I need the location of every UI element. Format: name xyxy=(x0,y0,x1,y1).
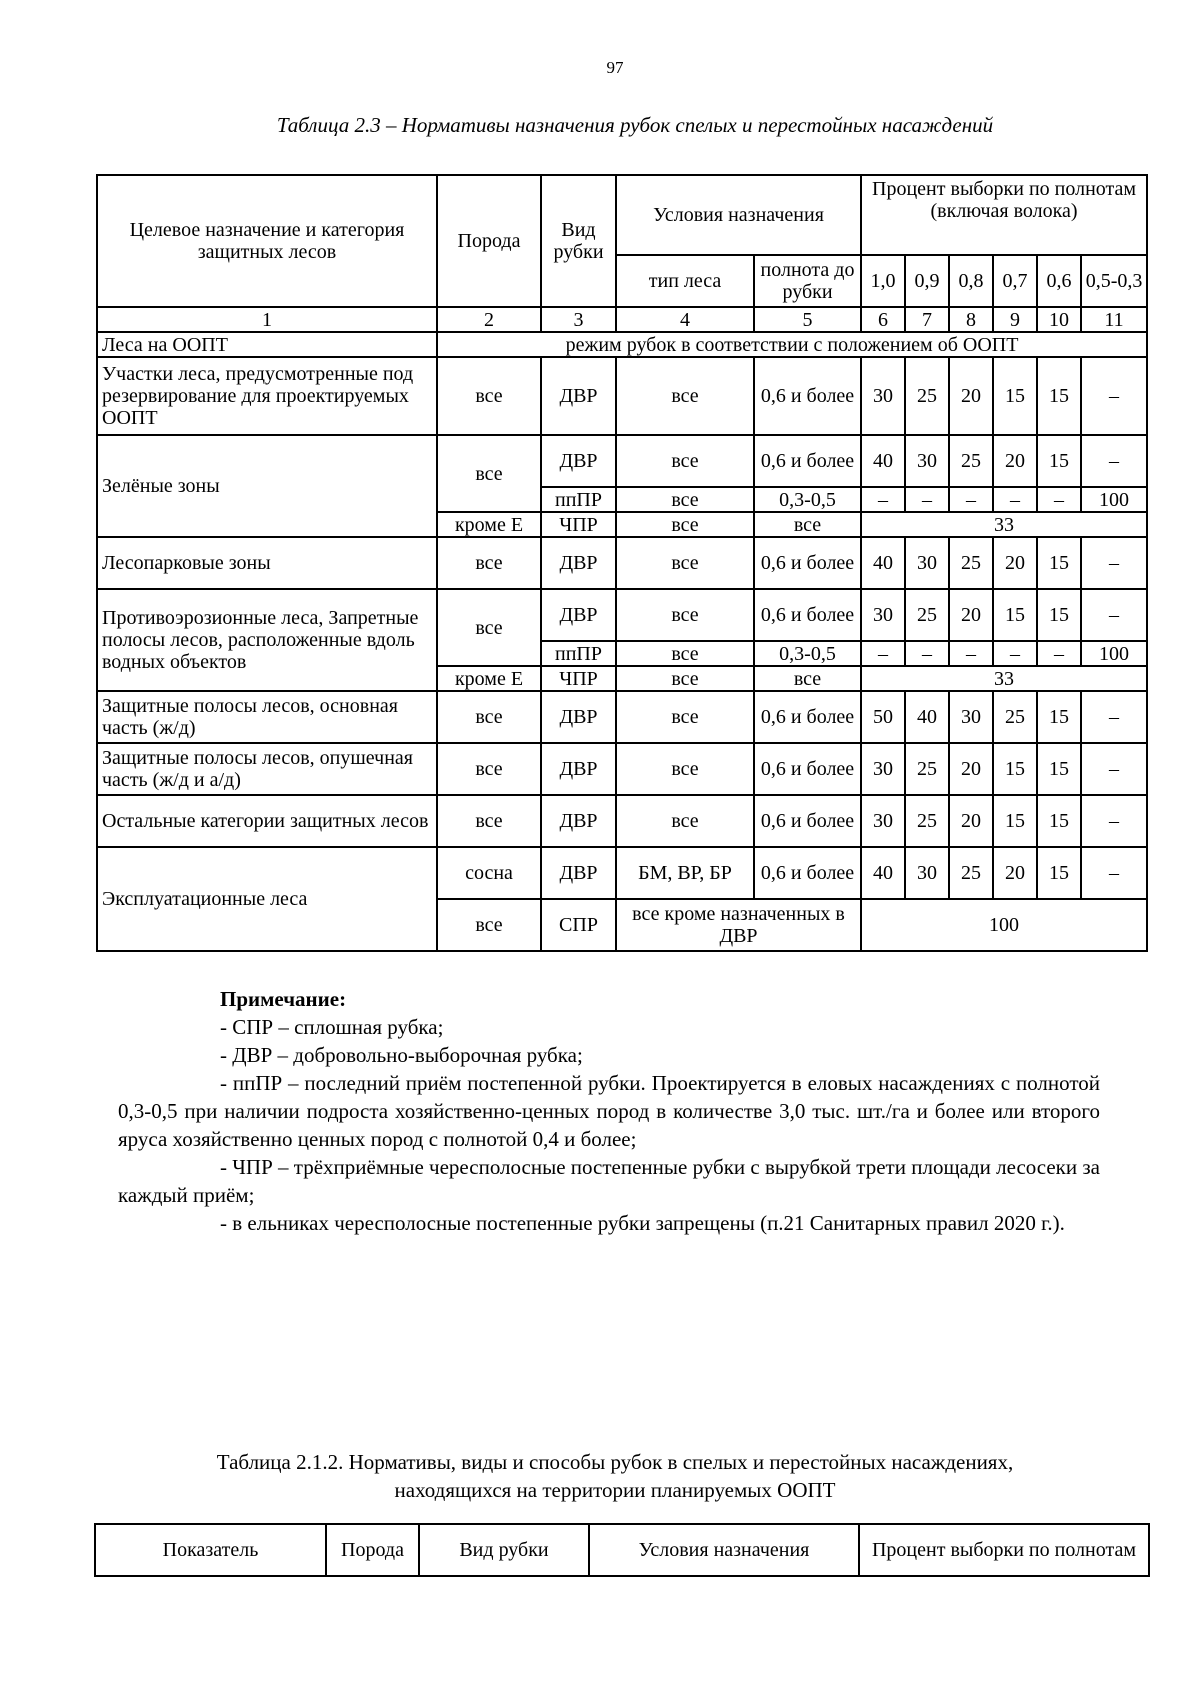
percent-cell: 30 xyxy=(949,691,993,743)
percent-cell: 30 xyxy=(861,589,905,641)
percent-cell: 30 xyxy=(905,537,949,589)
percent-cell: – xyxy=(1081,795,1147,847)
row-label-reserve: Участки леса, предусмотренные под резервирование для проектируемых ООПТ xyxy=(97,357,437,435)
percent-cell: 30 xyxy=(861,743,905,795)
density-cell: 0,6 и более xyxy=(754,435,861,487)
column-number: 6 xyxy=(861,307,905,332)
percent-cell: 15 xyxy=(1037,357,1081,435)
percent-cell: 20 xyxy=(949,357,993,435)
percent-cell: 15 xyxy=(1037,537,1081,589)
percent-cell: – xyxy=(949,641,993,666)
breed-cell: кроме Е xyxy=(437,666,541,691)
column-number: 10 xyxy=(1037,307,1081,332)
percent-cell: – xyxy=(1081,847,1147,899)
table2-caption-line: Таблица 2.1.2. Нормативы, виды и способы рубок в спелых и перестойных насаждениях, xyxy=(216,1450,1014,1474)
percent-cell: 25 xyxy=(905,357,949,435)
percent-cell: 30 xyxy=(861,357,905,435)
percent-cell: – xyxy=(1081,357,1147,435)
percent-merged-cell: 33 xyxy=(861,666,1147,691)
percent-cell: 20 xyxy=(993,435,1037,487)
cut-type-cell: ДВР xyxy=(541,589,616,641)
column-number: 4 xyxy=(616,307,754,332)
breed-cell: все xyxy=(437,357,541,435)
header-forest-type: тип леса xyxy=(616,255,754,307)
header-density: 0,5-0,3 xyxy=(1081,255,1147,307)
percent-cell: – xyxy=(1081,537,1147,589)
percent-cell: 40 xyxy=(861,847,905,899)
cut-type-cell: ДВР xyxy=(541,691,616,743)
header-cut-type: Вид рубки xyxy=(419,1524,589,1576)
percent-cell: 15 xyxy=(1037,435,1081,487)
percent-cell: – xyxy=(905,641,949,666)
row-label-other: Остальные категории защитных лесов xyxy=(97,795,437,847)
breed-cell: все xyxy=(437,691,541,743)
percent-cell: 25 xyxy=(905,795,949,847)
header-breed: Порода xyxy=(326,1524,419,1576)
header-indicator: Показатель xyxy=(95,1524,326,1576)
percent-cell: – xyxy=(993,487,1037,512)
percent-cell: 15 xyxy=(993,743,1037,795)
column-number: 8 xyxy=(949,307,993,332)
breed-cell: все xyxy=(437,435,541,512)
percent-cell: 50 xyxy=(861,691,905,743)
header-density: 1,0 xyxy=(861,255,905,307)
percent-cell: 100 xyxy=(1081,641,1147,666)
percent-cell: 25 xyxy=(949,435,993,487)
breed-cell: все xyxy=(437,537,541,589)
breed-cell: сосна xyxy=(437,847,541,899)
forest-type-cell: все xyxy=(616,435,754,487)
percent-cell: 25 xyxy=(905,743,949,795)
table-caption: Таблица 2.3 – Нормативы назначения рубок спелых и перестойных насаждений xyxy=(276,113,994,137)
percent-cell: 30 xyxy=(861,795,905,847)
percent-cell: – xyxy=(1037,641,1081,666)
cut-type-cell: ппПР xyxy=(541,641,616,666)
percent-cell: 25 xyxy=(949,537,993,589)
percent-cell: 15 xyxy=(1037,691,1081,743)
oopt-regime-text: режим рубок в соответствии с положением об ООПТ xyxy=(437,332,1147,357)
oopt-felling-table xyxy=(94,1523,1150,1577)
row-label-rail-main: Защитные полосы лесов, основная часть (ж/д) xyxy=(97,691,437,743)
cut-type-cell: ДВР xyxy=(541,537,616,589)
density-cell: все xyxy=(754,512,861,537)
forest-type-cell: все xyxy=(616,512,754,537)
percent-cell: 40 xyxy=(861,435,905,487)
forest-type-cell: все xyxy=(616,537,754,589)
density-cell: 0,6 и более xyxy=(754,743,861,795)
percent-cell: – xyxy=(1081,589,1147,641)
note-line: - в ельниках чересполосные постепенные рубки запрещены (п.21 Санитарных правил 2020 г.). xyxy=(220,1211,1065,1235)
percent-cell: 25 xyxy=(905,589,949,641)
table2-caption xyxy=(0,1448,1200,1504)
cut-type-cell: ДВР xyxy=(541,357,616,435)
header-density: 0,9 xyxy=(905,255,949,307)
header-percent: Процент выборки по полнотам (включая волока) xyxy=(861,175,1147,255)
percent-cell: 30 xyxy=(905,847,949,899)
column-number: 11 xyxy=(1081,307,1147,332)
breed-cell: все xyxy=(437,795,541,847)
felling-norms-table xyxy=(96,174,1148,952)
cut-type-cell: ппПР xyxy=(541,487,616,512)
breed-cell: все xyxy=(437,743,541,795)
percent-cell: 40 xyxy=(905,691,949,743)
cut-type-cell: ЧПР xyxy=(541,666,616,691)
note-line: - СПР – сплошная рубка; xyxy=(220,1015,444,1039)
percent-cell: 25 xyxy=(993,691,1037,743)
cut-type-cell: ДВР xyxy=(541,743,616,795)
breed-cell: кроме Е xyxy=(437,512,541,537)
forest-type-cell: БМ, ВР, БР xyxy=(616,847,754,899)
header-conditions: Условия назначения xyxy=(616,175,861,255)
forest-type-cell: все xyxy=(616,641,754,666)
percent-cell: – xyxy=(949,487,993,512)
density-cell: 0,6 и более xyxy=(754,357,861,435)
percent-cell: – xyxy=(993,641,1037,666)
note-line: - ппПР – последний приём постепенной рубки. Проектируется в еловых насаждениях с полнотой 0,3-0,5 при наличии подроста хозяйственно-ценных пород в количестве 3,0 тыс. шт./га и более или второго яруса хозяйственно ценных пород с полнотой 0,4 и более; xyxy=(118,1071,1100,1151)
page-number: 97 xyxy=(606,58,624,77)
density-cell: 0,6 и более xyxy=(754,847,861,899)
percent-cell: – xyxy=(861,641,905,666)
note-title: Примечание: xyxy=(220,987,347,1011)
row-label-exploit: Эксплуатационные леса xyxy=(97,847,437,951)
column-number: 3 xyxy=(541,307,616,332)
percent-merged-cell: 33 xyxy=(861,512,1147,537)
percent-cell: 20 xyxy=(949,795,993,847)
percent-cell: – xyxy=(905,487,949,512)
forest-type-cell: все xyxy=(616,666,754,691)
forest-type-cell: все xyxy=(616,357,754,435)
column-number: 7 xyxy=(905,307,949,332)
forest-type-cell: все xyxy=(616,589,754,641)
row-label-park: Лесопарковые зоны xyxy=(97,537,437,589)
header-breed: Порода xyxy=(437,175,541,307)
row-label-rail-edge: Защитные полосы лесов, опушечная часть (ж/д и а/д) xyxy=(97,743,437,795)
percent-cell: 15 xyxy=(1037,743,1081,795)
percent-cell: 20 xyxy=(993,847,1037,899)
percent-merged-cell: 100 xyxy=(861,899,1147,951)
header-density-before: полнота до рубки xyxy=(754,255,861,307)
column-number: 1 xyxy=(97,307,437,332)
header-purpose: Целевое назначение и категория защитных лесов xyxy=(97,175,437,307)
percent-cell: 15 xyxy=(1037,795,1081,847)
cut-type-cell: ДВР xyxy=(541,435,616,487)
density-cell: 0,6 и более xyxy=(754,795,861,847)
cut-type-cell: СПР xyxy=(541,899,616,951)
header-percent: Процент выборки по полнотам xyxy=(859,1524,1149,1576)
percent-cell: – xyxy=(1081,435,1147,487)
density-cell: 0,6 и более xyxy=(754,537,861,589)
density-cell: 0,3-0,5 xyxy=(754,641,861,666)
note-line: - ЧПР – трёхприёмные чересполосные постепенные рубки с вырубкой трети площади лесосеки за каждый приём; xyxy=(118,1155,1100,1207)
header-density: 0,6 xyxy=(1037,255,1081,307)
forest-type-cell: все xyxy=(616,691,754,743)
cut-type-cell: ДВР xyxy=(541,847,616,899)
percent-cell: 15 xyxy=(993,357,1037,435)
row-label-oopt: Леса на ООПТ xyxy=(97,332,437,357)
density-cell: 0,3-0,5 xyxy=(754,487,861,512)
percent-cell: 30 xyxy=(905,435,949,487)
cut-type-cell: ДВР xyxy=(541,795,616,847)
header-density: 0,7 xyxy=(993,255,1037,307)
percent-cell: 20 xyxy=(949,743,993,795)
breed-cell: все xyxy=(437,589,541,666)
percent-cell: – xyxy=(1081,691,1147,743)
note-line: - ДВР – добровольно-выборочная рубка; xyxy=(220,1043,583,1067)
density-cell: 0,6 и более xyxy=(754,691,861,743)
percent-cell: – xyxy=(861,487,905,512)
percent-cell: 15 xyxy=(993,795,1037,847)
table2-caption-line: находящихся на территории планируемых ООПТ xyxy=(394,1478,836,1502)
density-cell: 0,6 и более xyxy=(754,589,861,641)
forest-type-cell: все xyxy=(616,743,754,795)
column-number: 5 xyxy=(754,307,861,332)
header-conditions: Условия назначения xyxy=(589,1524,859,1576)
header-density: 0,8 xyxy=(949,255,993,307)
column-number: 9 xyxy=(993,307,1037,332)
column-number: 2 xyxy=(437,307,541,332)
row-label-erosion: Противоэрозионные леса, Запретные полосы лесов, расположенные вдоль водных объектов xyxy=(97,589,437,691)
percent-cell: 20 xyxy=(949,589,993,641)
forest-type-cell: все xyxy=(616,487,754,512)
percent-cell: 15 xyxy=(993,589,1037,641)
cut-type-cell: ЧПР xyxy=(541,512,616,537)
percent-cell: 40 xyxy=(861,537,905,589)
forest-type-cell: все xyxy=(616,795,754,847)
percent-cell: 15 xyxy=(1037,847,1081,899)
breed-cell: все xyxy=(437,899,541,951)
percent-cell: 20 xyxy=(993,537,1037,589)
percent-cell: 25 xyxy=(949,847,993,899)
row-label-green: Зелёные зоны xyxy=(97,435,437,537)
density-cell: все xyxy=(754,666,861,691)
note-block xyxy=(118,985,1100,1237)
conditions-merged-cell: все кроме назначенных в ДВР xyxy=(616,899,861,951)
percent-cell: 15 xyxy=(1037,589,1081,641)
percent-cell: 100 xyxy=(1081,487,1147,512)
percent-cell: – xyxy=(1081,743,1147,795)
header-cut-type: Вид рубки xyxy=(541,175,616,307)
percent-cell: – xyxy=(1037,487,1081,512)
